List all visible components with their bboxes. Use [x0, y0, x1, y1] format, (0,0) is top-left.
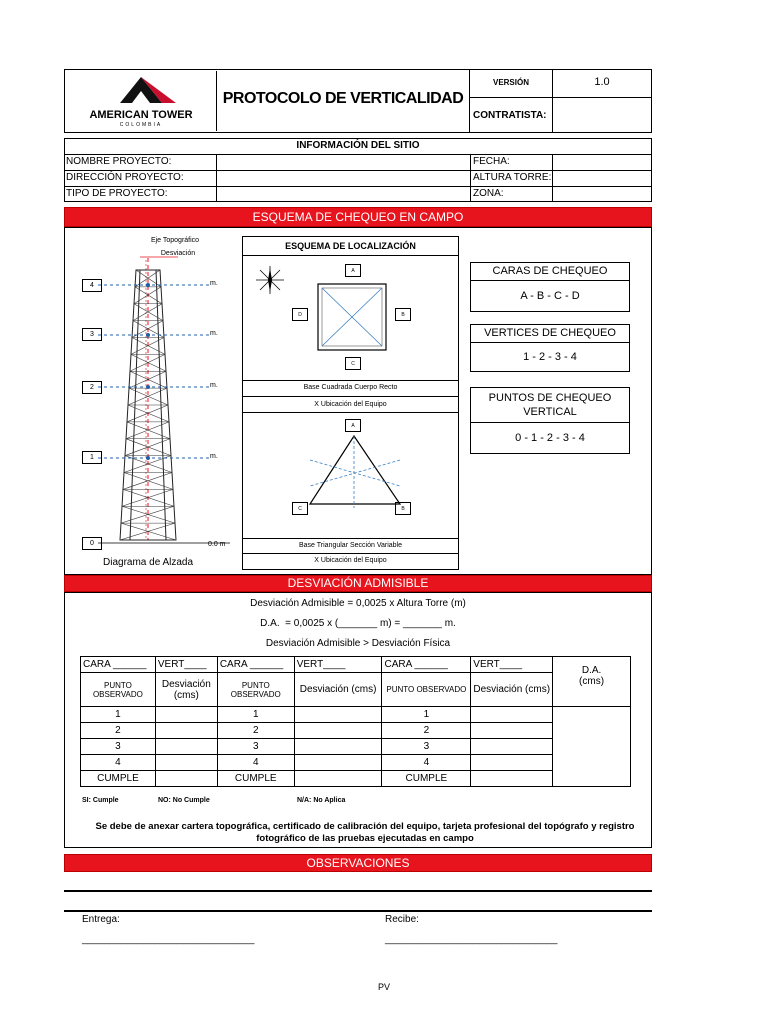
table-row: 2 — [382, 723, 471, 739]
table-row: 2 — [81, 723, 156, 739]
dev-cell[interactable] — [294, 723, 382, 739]
dev-cell[interactable] — [471, 707, 553, 723]
attachment-note: Se debe de anexar cartera topográfica, certificado de calibración del equipo, tarjeta profesional del topógrafo y registro fotográfico de las pruebas ejecutadas en campo — [95, 821, 635, 844]
delivery-signature-line[interactable]: _______________________________ — [82, 934, 255, 945]
cara-label-1: CARA ______ — [81, 657, 156, 673]
unit-label-2: m. — [210, 382, 218, 389]
level-marker-3: 3 — [82, 328, 102, 341]
cumple-cell[interactable] — [471, 771, 553, 787]
level-marker-0: 0 — [82, 537, 102, 550]
zero-label: 0.0 m — [208, 541, 226, 548]
table-row: 4 — [217, 755, 294, 771]
cumple-label: CUMPLE — [81, 771, 156, 787]
point-header-2: PUNTO OBSERVADO — [217, 673, 294, 707]
dev-cell[interactable] — [294, 707, 382, 723]
triangle-face-b-label: B — [395, 502, 411, 515]
location-heading: ESQUEMA DE LOCALIZACIÓN — [285, 241, 416, 251]
points-title: PUNTOS DE CHEQUEO VERTICAL — [471, 388, 629, 423]
cumple-label: CUMPLE — [217, 771, 294, 787]
footer-code: PV — [377, 982, 390, 992]
da-cell[interactable] — [553, 707, 631, 787]
cara-label-2: CARA ______ — [217, 657, 294, 673]
deviation-table — [80, 656, 631, 787]
receive-label: Recibe: — [385, 914, 419, 925]
face-d-label: D — [292, 308, 308, 321]
points-check-box — [470, 387, 630, 454]
table-row: 3 — [382, 739, 471, 755]
square-base-caption: Base Cuadrada Cuerpo Recto — [303, 384, 398, 391]
date-label: FECHA: — [473, 156, 510, 167]
vert-label-2: VERT____ — [294, 657, 382, 673]
level-marker-1: 1 — [82, 451, 102, 464]
table-row: 4 — [382, 755, 471, 771]
faces-value: A - B - C - D — [520, 290, 580, 302]
face-b-label: B — [395, 308, 411, 321]
dev-cell[interactable] — [471, 723, 553, 739]
vertices-check-box — [470, 324, 630, 372]
triangle-face-c-label: C — [292, 502, 308, 515]
unit-label-1: m. — [210, 453, 218, 460]
vertices-title: VERTICES DE CHEQUEO — [471, 325, 629, 343]
point-header-3: PUNTO OBSERVADO — [382, 673, 471, 707]
deviation-heading: DESVIACIÓN ADMISIBLE — [64, 575, 652, 592]
contractor-label: CONTRATISTA: — [473, 110, 547, 121]
unit-label-4: m. — [210, 280, 218, 287]
dev-cell[interactable] — [155, 739, 217, 755]
version-value: 1.0 — [594, 76, 610, 88]
dev-cell[interactable] — [471, 755, 553, 771]
faces-title: CARAS DE CHEQUEO — [471, 263, 629, 281]
elevation-caption: Diagrama de Alzada — [103, 557, 194, 568]
project-type-label: TIPO DE PROYECTO: — [66, 188, 168, 199]
compass-icon — [255, 265, 285, 295]
equipment-location-1: X Ubicación del Equipo — [314, 401, 387, 408]
table-row: 1 — [217, 707, 294, 723]
dev-cell[interactable] — [294, 755, 382, 771]
legend-no: NO: No Cumple — [158, 797, 210, 804]
formula-3: Desviación Admisible > Desviación Física — [265, 638, 451, 649]
dev-header-2: Desviación (cms) — [294, 673, 382, 707]
table-row: 1 — [81, 707, 156, 723]
table-row: 1 — [382, 707, 471, 723]
formula-2: D.A. = 0,0025 x (_______ m) = _______ m. — [260, 618, 456, 629]
vert-label-1: VERT____ — [155, 657, 217, 673]
legend-si: SI: Cumple — [82, 797, 119, 804]
observations-line-1[interactable] — [64, 890, 652, 892]
unit-label-3: m. — [210, 330, 218, 337]
topo-axis-label: Eje Topográfico — [150, 237, 200, 244]
face-c-label: C — [345, 357, 361, 370]
level-marker-4: 4 — [82, 279, 102, 292]
dev-cell[interactable] — [294, 739, 382, 755]
delivery-label: Entrega: — [82, 914, 120, 925]
table-row: 4 — [81, 755, 156, 771]
scheme-heading: ESQUEMA DE CHEQUEO EN CAMPO — [64, 207, 652, 227]
legend-na: N/A: No Aplica — [297, 797, 346, 804]
table-row: 3 — [217, 739, 294, 755]
points-value: 0 - 1 - 2 - 3 - 4 — [515, 432, 585, 444]
cumple-label: CUMPLE — [382, 771, 471, 787]
project-address-label: DIRECCIÓN PROYECTO: — [66, 172, 184, 183]
dev-cell[interactable] — [155, 755, 217, 771]
version-label: VERSIÓN — [492, 78, 529, 87]
cara-label-3: CARA ______ — [382, 657, 471, 673]
triangle-face-a-label: A — [345, 419, 361, 432]
square-base-diagram — [316, 282, 388, 352]
face-a-label: A — [345, 264, 361, 277]
document-title: PROTOCOLO DE VERTICALIDAD — [222, 90, 464, 107]
equipment-location-2: X Ubicación del Equipo — [314, 557, 387, 564]
dev-header-1: Desviación (cms) — [155, 673, 217, 707]
vertices-value: 1 - 2 - 3 - 4 — [523, 351, 577, 363]
project-name-label: NOMBRE PROYECTO: — [66, 156, 172, 167]
logo — [66, 71, 217, 131]
site-info-heading: INFORMACIÓN DEL SITIO — [296, 140, 420, 151]
table-row: 2 — [217, 723, 294, 739]
da-header: D.A. (cms) — [553, 657, 631, 707]
zone-label: ZONA: — [473, 188, 504, 199]
observations-line-2[interactable] — [64, 910, 652, 912]
logo-text: AMERICAN TOWER — [89, 109, 193, 121]
cumple-cell[interactable] — [155, 771, 217, 787]
faces-check-box — [470, 262, 630, 312]
logo-subtext: COLOMBIA — [119, 122, 163, 128]
tower-height-label: ALTURA TORRE: — [473, 172, 552, 183]
dev-header-3: Desviación (cms) — [471, 673, 553, 707]
dev-cell[interactable] — [471, 739, 553, 755]
dev-cell[interactable] — [155, 723, 217, 739]
dev-cell[interactable] — [155, 707, 217, 723]
formula-1: Desviación Admisible = 0,0025 x Altura Torre (m) — [250, 598, 466, 609]
cumple-cell[interactable] — [294, 771, 382, 787]
observations-heading: OBSERVACIONES — [64, 854, 652, 872]
triangle-base-caption: Base Triangular Sección Variable — [299, 542, 402, 549]
point-header-1: PUNTO OBSERVADO — [81, 673, 156, 707]
table-row: 3 — [81, 739, 156, 755]
deviation-label: Desviación — [160, 250, 196, 257]
triangle-base-diagram — [300, 430, 410, 510]
receive-signature-line[interactable]: _______________________________ — [385, 934, 558, 945]
level-marker-2: 2 — [82, 381, 102, 394]
vert-label-3: VERT____ — [471, 657, 553, 673]
